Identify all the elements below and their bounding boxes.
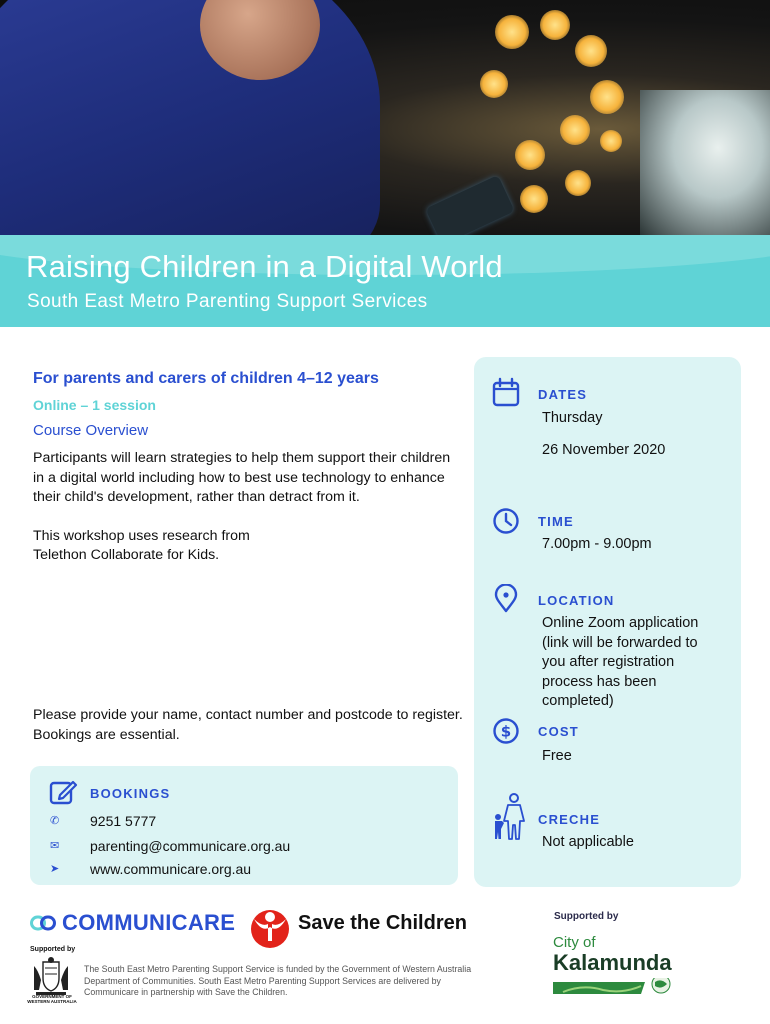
research-line-1: This workshop uses research from [33, 527, 250, 544]
creche-label: CRECHE [538, 812, 601, 827]
save-the-children-wordmark: Save the Children [298, 912, 467, 934]
kalamunda-city-of: City of [553, 934, 596, 951]
crest-caption: GOVERNMENT OF WESTERN AUSTRALIA [27, 994, 77, 1004]
cost-label: COST [538, 724, 579, 739]
edit-icon [48, 778, 78, 806]
hero-phone [425, 175, 514, 235]
creche-value: Not applicable [542, 834, 634, 850]
location-line: you after registration [542, 654, 675, 670]
email-icon: ✉ [50, 840, 60, 852]
page-subtitle: South East Metro Parenting Support Services [27, 291, 428, 312]
dollar-icon [492, 717, 520, 745]
research-paragraph [33, 527, 453, 566]
dates-date: 26 November 2020 [542, 442, 666, 458]
cost-value: Free [542, 748, 572, 764]
cursor-icon: ➤ [50, 863, 60, 875]
save-the-children-logo-icon [248, 905, 292, 949]
communicare-logo [30, 910, 235, 936]
hero-person-shirt [0, 0, 380, 235]
family-icon [492, 793, 526, 841]
supported-by-right: Supported by [554, 911, 619, 922]
supported-by-left: Supported by [30, 946, 76, 953]
time-value: 7.00pm - 9.00pm [542, 536, 652, 552]
calendar-icon [492, 377, 520, 407]
svg-text:$: $ [500, 722, 512, 741]
kalamunda-wordmark: Kalamunda [553, 950, 672, 975]
dates-day: Thursday [542, 410, 603, 426]
location-line: process has been [542, 673, 657, 690]
location-line: completed) [542, 693, 614, 709]
chain-link-icon [30, 915, 56, 931]
registration-note: Please provide your name, contact number and postcode to register. Bookings are essential. [33, 707, 463, 743]
phone-number[interactable]: 9251 5777 [90, 813, 157, 829]
location-value [542, 614, 698, 712]
bookings-heading: BOOKINGS [90, 786, 171, 801]
title-banner [0, 235, 770, 327]
location-label: LOCATION [538, 593, 615, 608]
clock-icon [492, 507, 520, 535]
research-line-2: Telethon Collaborate for Kids. [33, 547, 220, 563]
session-mode: Online – 1 session [33, 397, 156, 413]
bookings-box [30, 766, 458, 885]
hero-photo [0, 0, 770, 235]
course-description [33, 370, 453, 566]
hero-background-screen [640, 90, 770, 235]
location-pin-icon [492, 584, 520, 614]
kalamunda-swoosh-icon [553, 978, 678, 996]
location-line: Online Zoom application [542, 615, 699, 631]
audience-heading: For parents and carers of children 4–12 years [33, 370, 379, 387]
email-link[interactable]: parenting@communicare.org.au [90, 838, 291, 854]
overview-paragraph: Participants will learn strategies to help them support their children in a digital world including how to best use technology to enhance their child's development, rather than detract from it. [33, 450, 451, 505]
location-line: (link will be forwarded to [542, 634, 698, 651]
funding-statement: The South East Metro Parenting Support Service is funded by the Government of Western Australia Department of Communities. South East Metro Parenting Support Services are delivered by Communicare in partnership with Save the Children. [84, 964, 472, 997]
overview-heading: Course Overview [33, 422, 149, 439]
website-link[interactable]: www.communicare.org.au [90, 861, 252, 877]
time-label: TIME [538, 514, 574, 529]
city-of-kalamunda-logo [553, 934, 678, 999]
details-panel [474, 357, 741, 887]
page-title: Raising Children in a Digital World [26, 249, 503, 284]
phone-icon: ✆ [50, 815, 60, 827]
dates-label: DATES [538, 387, 588, 402]
communicare-wordmark: COMMUNICARE [62, 910, 236, 935]
